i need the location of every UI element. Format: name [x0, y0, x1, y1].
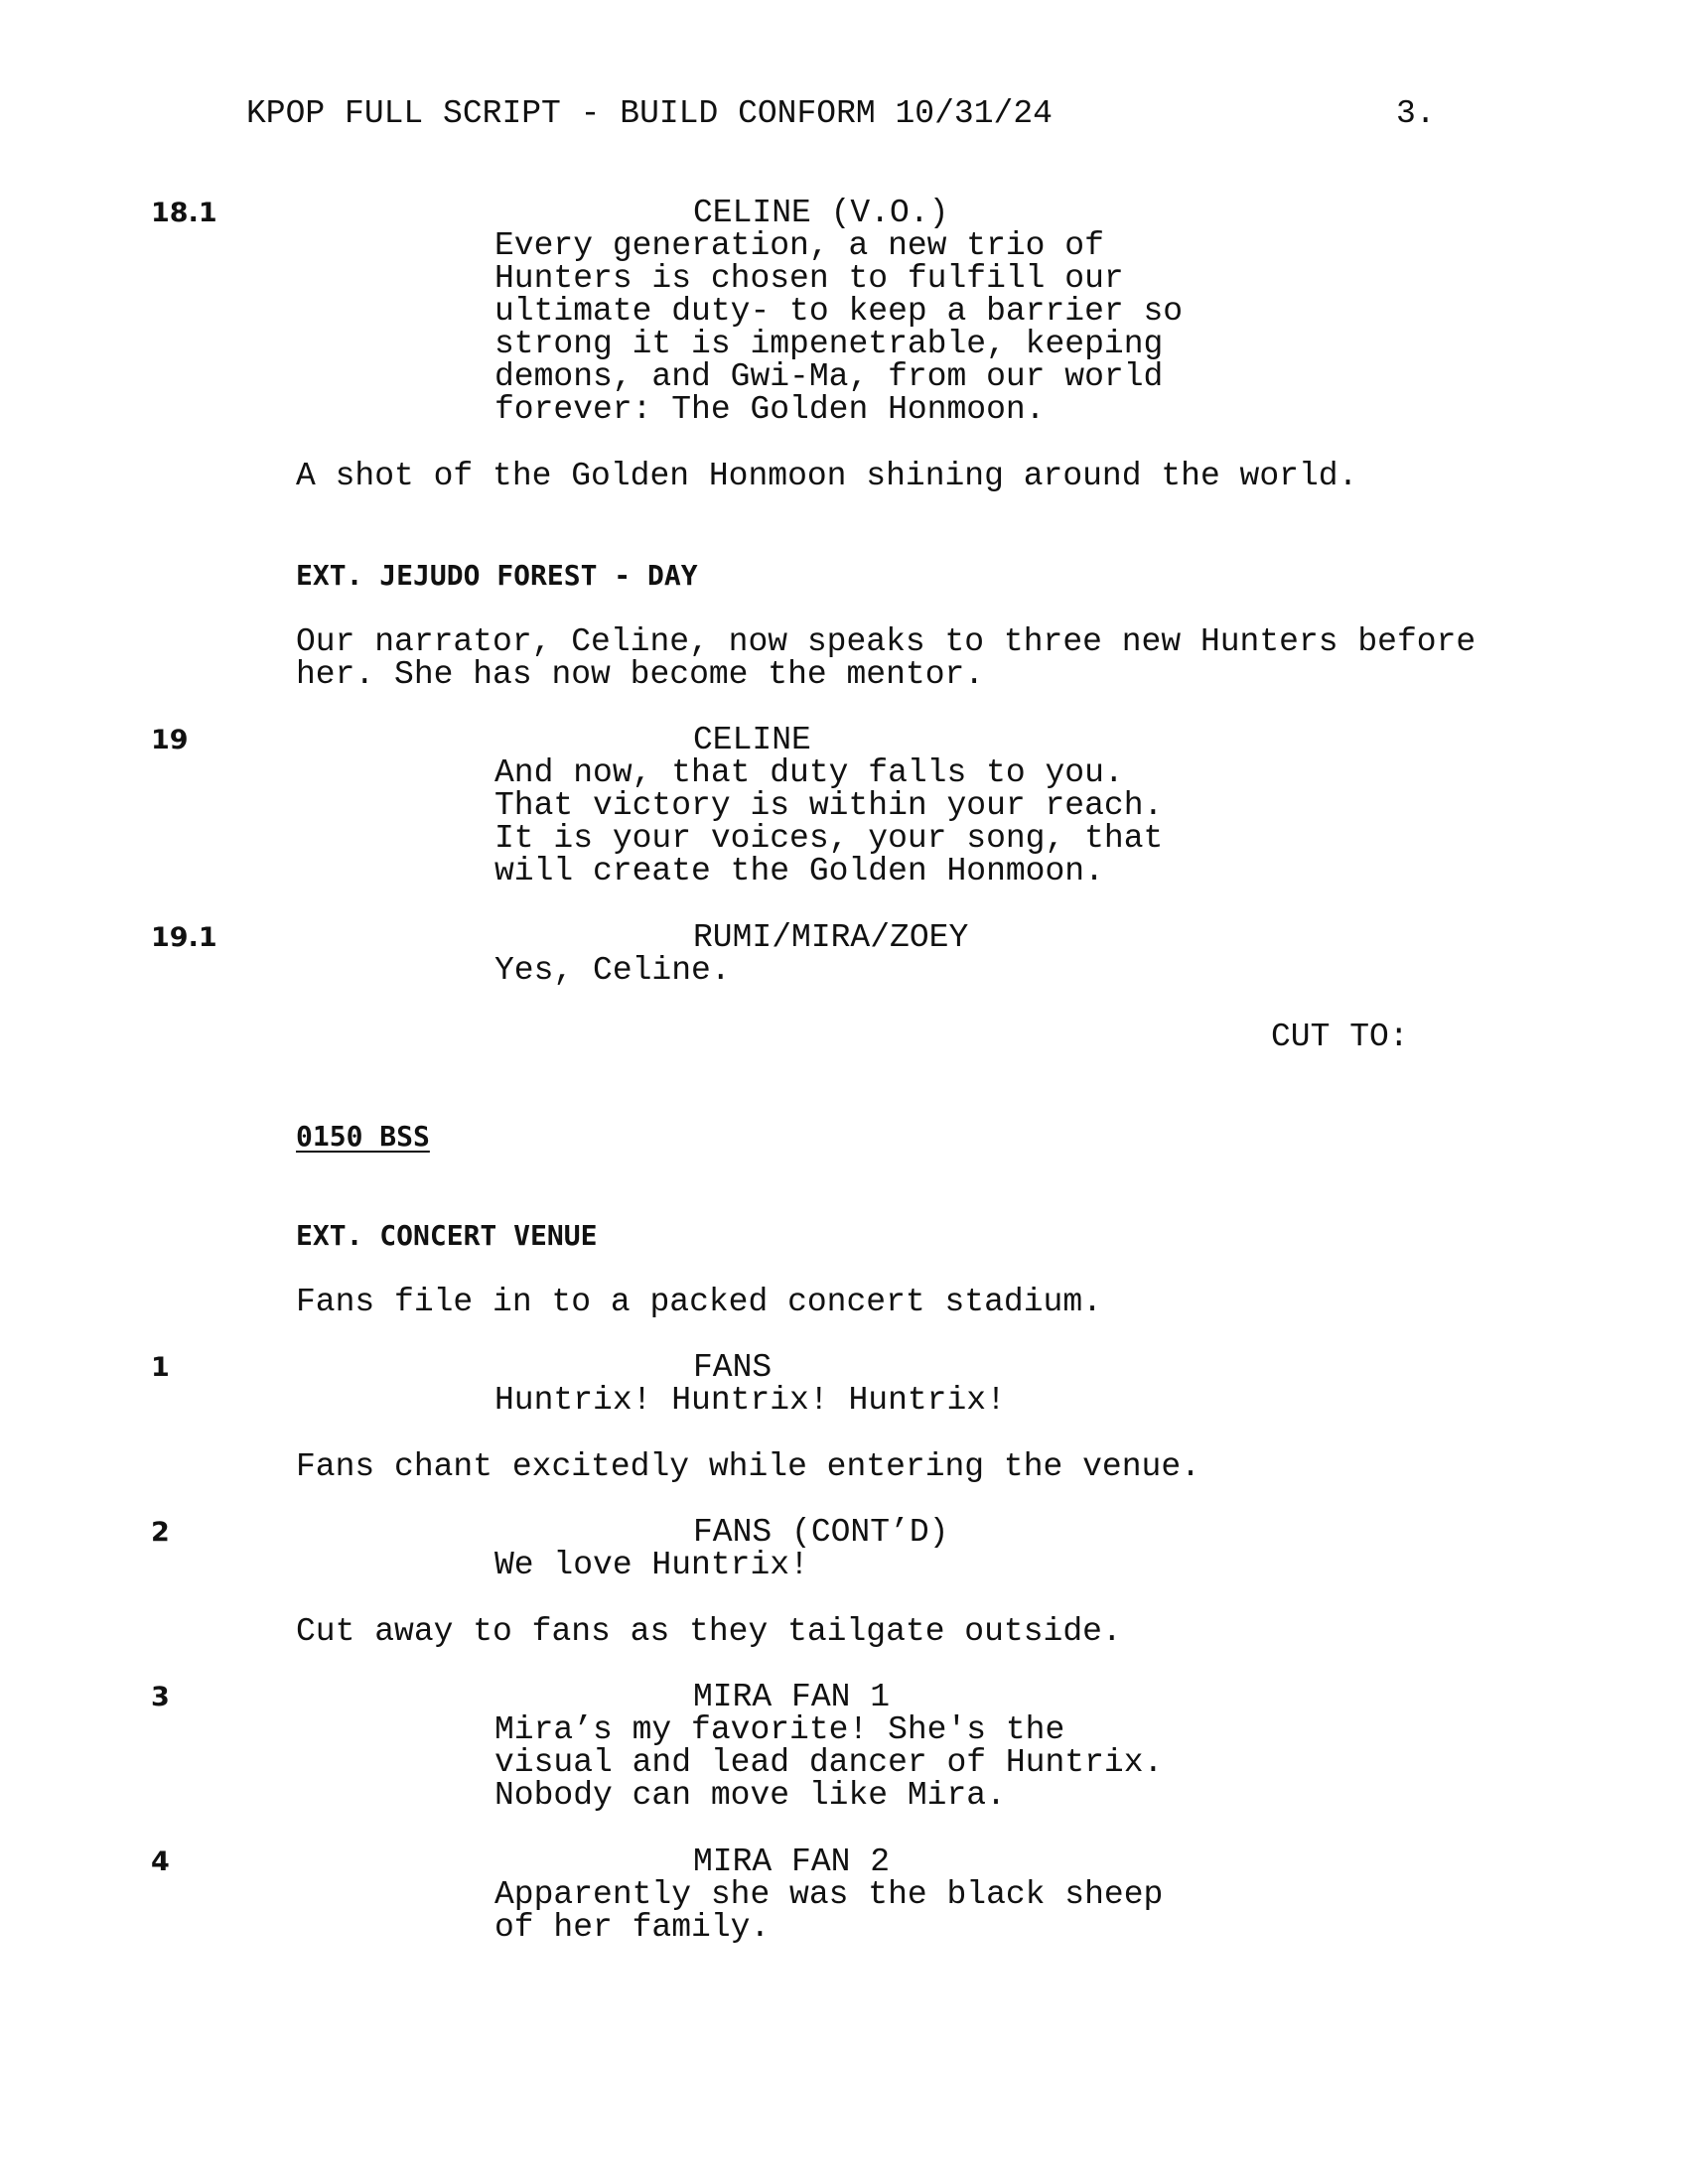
dialogue-line: forever: The Golden Honmoon. — [494, 391, 1046, 428]
dialogue-line: will create the Golden Honmoon. — [494, 853, 1104, 889]
dialogue-line: Nobody can move like Mira. — [494, 1777, 1006, 1814]
action-line: Cut away to fans as they tailgate outside. — [296, 1613, 1122, 1650]
character-cue: CELINE — [693, 722, 811, 758]
scene-number: 19.1 — [151, 922, 217, 953]
header-title: KPOP FULL SCRIPT - BUILD CONFORM 10/31/24 — [246, 95, 1053, 132]
dialogue-line: It is your voices, your song, that — [494, 820, 1164, 857]
action-line: Fans chant excitedly while entering the venue. — [296, 1448, 1200, 1485]
dialogue-line: That victory is within your reach. — [494, 787, 1164, 824]
dialogue-line: ultimate duty- to keep a barrier so — [494, 293, 1184, 330]
character-cue: FANS — [693, 1349, 773, 1386]
scene-number: 2 — [151, 1517, 170, 1548]
transition: CUT TO: — [1271, 1019, 1409, 1055]
dialogue-line: Every generation, a new trio of — [494, 227, 1104, 264]
scene-number: 1 — [151, 1352, 170, 1383]
page-number: 3. — [1396, 95, 1436, 132]
character-cue: MIRA FAN 1 — [693, 1679, 891, 1715]
dialogue-line: of her family. — [494, 1909, 771, 1946]
dialogue-line: Yes, Celine. — [494, 952, 731, 989]
action-line: her. She has now become the mentor. — [296, 656, 985, 693]
character-cue: FANS (CONT’D) — [693, 1514, 949, 1551]
character-cue: MIRA FAN 2 — [693, 1843, 891, 1880]
scene-number: 19 — [151, 725, 189, 755]
dialogue-line: Mira’s my favorite! She's the — [494, 1711, 1065, 1748]
section-heading: 0150 BSS — [296, 1120, 430, 1153]
action-line: Our narrator, Celine, now speaks to three new Hunters before — [296, 623, 1477, 660]
dialogue-line: Apparently she was the black sheep — [494, 1876, 1164, 1913]
dialogue-line: visual and lead dancer of Huntrix. — [494, 1744, 1164, 1781]
scene-heading: EXT. JEJUDO FOREST - DAY — [296, 559, 698, 592]
scene-heading: EXT. CONCERT VENUE — [296, 1219, 598, 1252]
scene-number: 18.1 — [151, 198, 217, 228]
dialogue-line: strong it is impenetrable, keeping — [494, 326, 1164, 362]
dialogue-line: Huntrix! Huntrix! Huntrix! — [494, 1382, 1006, 1419]
action-line: A shot of the Golden Honmoon shining around the world. — [296, 458, 1358, 494]
character-cue: RUMI/MIRA/ZOEY — [693, 919, 969, 956]
scene-number: 4 — [151, 1846, 170, 1877]
scene-number: 3 — [151, 1682, 170, 1712]
dialogue-line: And now, that duty falls to you. — [494, 754, 1124, 791]
dialogue-line: We love Huntrix! — [494, 1547, 809, 1583]
action-line: Fans file in to a packed concert stadium. — [296, 1284, 1102, 1320]
character-cue: CELINE (V.O.) — [693, 195, 949, 231]
dialogue-line: Hunters is chosen to fulfill our — [494, 260, 1124, 297]
dialogue-line: demons, and Gwi-Ma, from our world — [494, 358, 1164, 395]
